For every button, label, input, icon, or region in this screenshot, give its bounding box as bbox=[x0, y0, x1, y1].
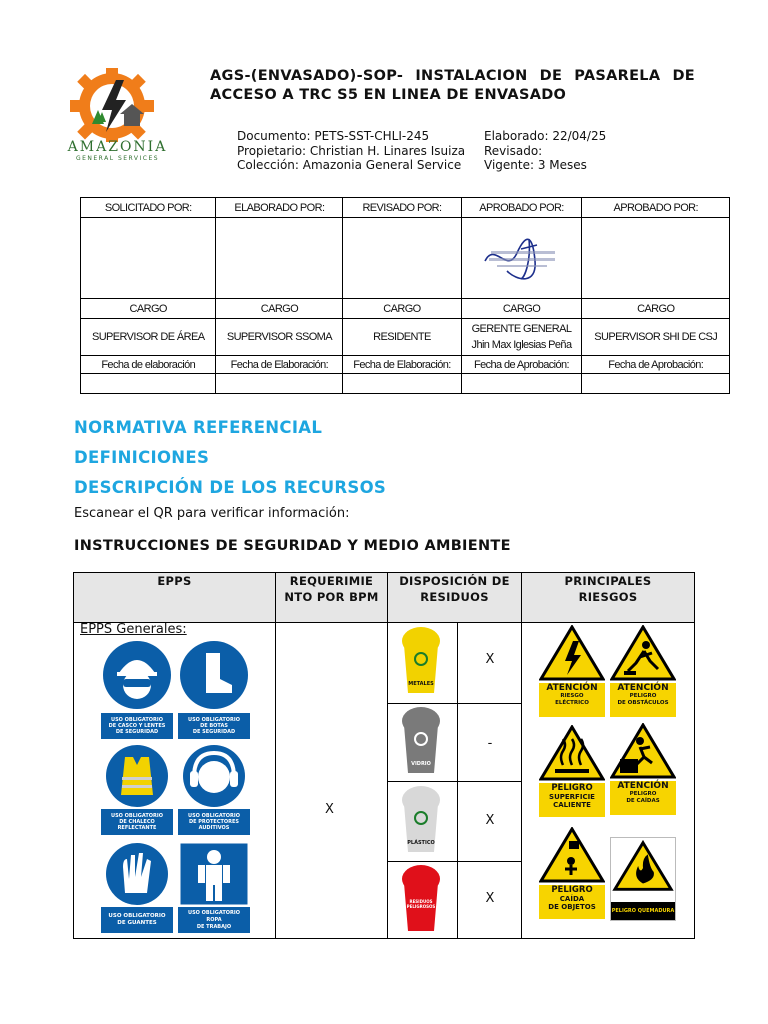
approver-name: Jhin Max Iglesias Peña bbox=[471, 339, 572, 351]
bin-label: VIDRIO bbox=[411, 761, 431, 767]
risk-caption bbox=[539, 885, 605, 919]
header-req bbox=[276, 573, 387, 622]
vigente-field: Vigente: 3 Meses bbox=[484, 158, 587, 172]
risk-word: ATENCIÓN bbox=[546, 683, 598, 693]
heading-definiciones: DEFINICIONES bbox=[74, 448, 210, 467]
col-aprobado-1: APROBADO POR: bbox=[461, 198, 582, 218]
handwritten-signature bbox=[477, 231, 567, 283]
fecha-cell: Fecha de Aprobación: bbox=[582, 356, 730, 374]
signature-cell bbox=[582, 218, 730, 299]
sign-caption-line: DE TRABAJO bbox=[196, 924, 232, 930]
header-disp bbox=[388, 573, 521, 622]
obstacle-hazard-icon bbox=[610, 625, 676, 681]
fecha-value bbox=[216, 374, 343, 394]
helmet-goggles-icon bbox=[101, 639, 173, 711]
divider bbox=[387, 573, 388, 938]
header-req-text: REQUERIMIE NTO POR BPM bbox=[284, 574, 379, 604]
role-text: GERENTE GENERAL bbox=[471, 323, 572, 335]
header-epps-text: EPPS bbox=[157, 574, 192, 588]
risk-line: RIESGO bbox=[560, 693, 584, 699]
cargo-label: CARGO bbox=[343, 299, 461, 319]
sign-caption-line: DE CHALECO bbox=[119, 819, 155, 825]
divider bbox=[457, 622, 458, 938]
bin-mark: X bbox=[485, 891, 495, 906]
risk-electric-sign bbox=[539, 625, 605, 719]
risk-line: CAÍDA bbox=[559, 895, 585, 903]
revisado-field: Revisado: bbox=[484, 143, 543, 158]
col-solicitado: SOLICITADO POR: bbox=[81, 198, 216, 218]
sign-caption-line: USO OBLIGATORIO bbox=[111, 813, 163, 819]
risk-word: PELIGRO bbox=[551, 885, 593, 895]
sign-caption bbox=[178, 809, 250, 835]
risk-caption: PELIGRO QUEMADURA bbox=[611, 902, 675, 920]
fecha-cell: Fecha de elaboración bbox=[81, 356, 216, 374]
logo-subtitle: GENERAL SERVICES bbox=[75, 155, 160, 162]
risk-line: PELIGRO bbox=[629, 791, 657, 797]
cargo-label: CARGO bbox=[216, 299, 343, 319]
burn-hazard-icon bbox=[611, 838, 675, 894]
risk-line: DE OBJETOS bbox=[548, 903, 596, 911]
divider bbox=[387, 703, 521, 704]
document-title: AGS-(ENVASADO)-SOP- INSTALACION DE PASARELA DE ACCESO A TRC S5 EN LINEA DE ENVASADO bbox=[210, 68, 695, 103]
risk-hot-surface-sign bbox=[539, 725, 605, 819]
col-aprobado-2: APROBADO POR: bbox=[582, 198, 730, 218]
sign-caption-line: REFLECTANTE bbox=[117, 825, 157, 831]
cargo-label: CARGO bbox=[461, 299, 582, 319]
signature-cell bbox=[81, 218, 216, 299]
fecha-cell: Fecha de Elaboración: bbox=[343, 356, 461, 374]
company-logo bbox=[50, 66, 185, 161]
approval-header-row bbox=[81, 198, 730, 218]
risk-caption bbox=[539, 783, 605, 817]
risk-word: ATENCIÓN bbox=[617, 781, 669, 791]
signature-cell bbox=[461, 218, 582, 299]
sign-caption bbox=[101, 809, 173, 835]
sign-caption-line: DE GUANTES bbox=[117, 920, 157, 926]
fecha-value bbox=[343, 374, 461, 394]
risk-line: ELÉCTRICO bbox=[555, 700, 589, 706]
heading-recursos: DESCRIPCIÓN DE LOS RECURSOS bbox=[74, 478, 387, 497]
safety-table bbox=[73, 572, 695, 939]
bin-metales bbox=[400, 627, 442, 701]
fecha-value-row bbox=[81, 374, 730, 394]
electric-hazard-icon bbox=[539, 625, 605, 681]
sign-caption-line: ROPA bbox=[206, 917, 222, 923]
header-epps bbox=[74, 573, 275, 622]
meta-left bbox=[237, 129, 465, 173]
sign-caption bbox=[178, 713, 250, 739]
fecha-cell: Fecha de Aprobación: bbox=[461, 356, 582, 374]
risk-line: PELIGRO bbox=[629, 693, 657, 699]
role-cell: SUPERVISOR SSOMA bbox=[216, 319, 343, 356]
heading-normativa: NORMATIVA REFERENCIAL bbox=[74, 418, 323, 437]
bin-vidrio bbox=[400, 707, 442, 781]
risk-obstacles-sign bbox=[610, 625, 676, 717]
risk-line: DE CAÍDAS bbox=[626, 798, 660, 804]
role-cell: SUPERVISOR DE ÁREA bbox=[81, 319, 216, 356]
header-riesgos bbox=[522, 573, 694, 622]
col-elaborado: ELABORADO POR: bbox=[216, 198, 343, 218]
role-row bbox=[81, 319, 730, 356]
heading-instrucciones: INSTRUCCIONES DE SEGURIDAD Y MEDIO AMBIENTE bbox=[74, 538, 511, 554]
cargo-row bbox=[81, 299, 730, 319]
req-value: X bbox=[325, 802, 334, 817]
role-cell: RESIDENTE bbox=[343, 319, 461, 356]
falling-objects-icon bbox=[539, 827, 605, 883]
scan-instruction: Escanear el QR para verificar información: bbox=[74, 506, 350, 521]
boots-icon bbox=[178, 639, 250, 711]
fecha-value bbox=[582, 374, 730, 394]
sign-caption-line: USO OBLIGATORIO bbox=[188, 910, 240, 916]
sign-caption bbox=[101, 907, 173, 933]
sign-caption-line: DE BOTAS bbox=[200, 723, 228, 729]
gloves-icon bbox=[101, 841, 173, 907]
boots-sign bbox=[178, 639, 250, 739]
vest-icon bbox=[101, 743, 173, 809]
hot-surface-icon bbox=[539, 725, 605, 781]
sign-caption-line: AUDITIVOS bbox=[198, 825, 230, 831]
role-cell: SUPERVISOR SHI DE CSJ bbox=[582, 319, 730, 356]
cargo-label: CARGO bbox=[582, 299, 730, 319]
sign-caption-line: DE PROTECTORES bbox=[188, 819, 240, 825]
sign-caption bbox=[178, 907, 250, 933]
sign-caption-line: USO OBLIGATORIO bbox=[188, 717, 240, 723]
risk-line: SUPERFICIE bbox=[549, 793, 595, 801]
ear-protection-icon bbox=[178, 743, 250, 809]
divider bbox=[387, 861, 521, 862]
sign-caption-line: USO OBLIGATORIO bbox=[188, 813, 240, 819]
sign-caption-line: DE SEGURIDAD bbox=[192, 729, 236, 735]
bin-mark: - bbox=[487, 736, 493, 751]
fecha-row bbox=[81, 356, 730, 374]
risk-burn-sign bbox=[610, 837, 676, 921]
approval-table bbox=[80, 197, 730, 394]
signature-row bbox=[81, 218, 730, 299]
fecha-value bbox=[81, 374, 216, 394]
risk-word: PELIGRO bbox=[551, 783, 593, 793]
elaborado-field: Elaborado: 22/04/25 bbox=[484, 129, 607, 143]
sign-caption bbox=[101, 713, 173, 739]
propietario-field: Propietario: Christian H. Linares Isuiza bbox=[237, 143, 466, 158]
coleccion-field: Colección: Amazonia General Service bbox=[237, 158, 462, 172]
ear-protection-sign bbox=[178, 743, 250, 835]
risk-caption bbox=[610, 683, 676, 717]
work-clothes-sign bbox=[178, 841, 250, 933]
risk-falling-objects-sign bbox=[539, 827, 605, 921]
bin-mark: X bbox=[485, 813, 495, 828]
risk-line: DE OBSTÁCULOS bbox=[617, 700, 669, 706]
divider bbox=[521, 573, 522, 938]
fecha-cell: Fecha de Elaboración: bbox=[216, 356, 343, 374]
signature-cell bbox=[343, 218, 461, 299]
sign-caption-line: DE SEGURIDAD bbox=[115, 729, 159, 735]
cargo-label: CARGO bbox=[81, 299, 216, 319]
col-revisado: REVISADO POR: bbox=[343, 198, 461, 218]
meta-right bbox=[484, 129, 606, 173]
epps-generales-label: EPPS Generales: bbox=[80, 622, 187, 637]
divider bbox=[387, 781, 521, 782]
vest-sign bbox=[101, 743, 173, 835]
sign-caption-line: USO OBLIGATORIO bbox=[108, 913, 166, 919]
sign-caption-line: USO OBLIGATORIO bbox=[111, 717, 163, 723]
risk-falls-sign bbox=[610, 723, 676, 817]
risk-line: CALIENTE bbox=[553, 801, 591, 809]
bin-label: PLÁSTICO bbox=[407, 840, 435, 846]
header-riesgos-text: PRINCIPALES RIESGOS bbox=[564, 574, 652, 604]
work-clothes-icon bbox=[178, 841, 250, 907]
risk-word: ATENCIÓN bbox=[617, 683, 669, 693]
divider bbox=[275, 573, 276, 938]
sign-caption-line: DE CASCO Y LENTES bbox=[108, 723, 166, 729]
signature-cell bbox=[216, 218, 343, 299]
helmet-goggles-sign bbox=[101, 639, 173, 739]
role-cell bbox=[461, 319, 582, 356]
documento-field: Documento: PETS-SST-CHLI-245 bbox=[237, 129, 430, 143]
bin-peligrosos bbox=[400, 865, 442, 939]
fecha-value bbox=[461, 374, 582, 394]
bin-mark: X bbox=[485, 652, 495, 667]
header-disp-text: DISPOSICIÓN DE RESIDUOS bbox=[399, 574, 510, 604]
bin-label: RESIDUOS PELIGROSOS bbox=[406, 899, 436, 909]
fall-hazard-icon bbox=[610, 723, 676, 779]
bin-plastico bbox=[400, 786, 442, 860]
risk-caption bbox=[610, 781, 676, 815]
bin-label: METALES bbox=[408, 681, 434, 687]
logo-name: AMAZONIA bbox=[67, 139, 168, 155]
gloves-sign bbox=[101, 841, 173, 933]
risk-caption bbox=[539, 683, 605, 717]
